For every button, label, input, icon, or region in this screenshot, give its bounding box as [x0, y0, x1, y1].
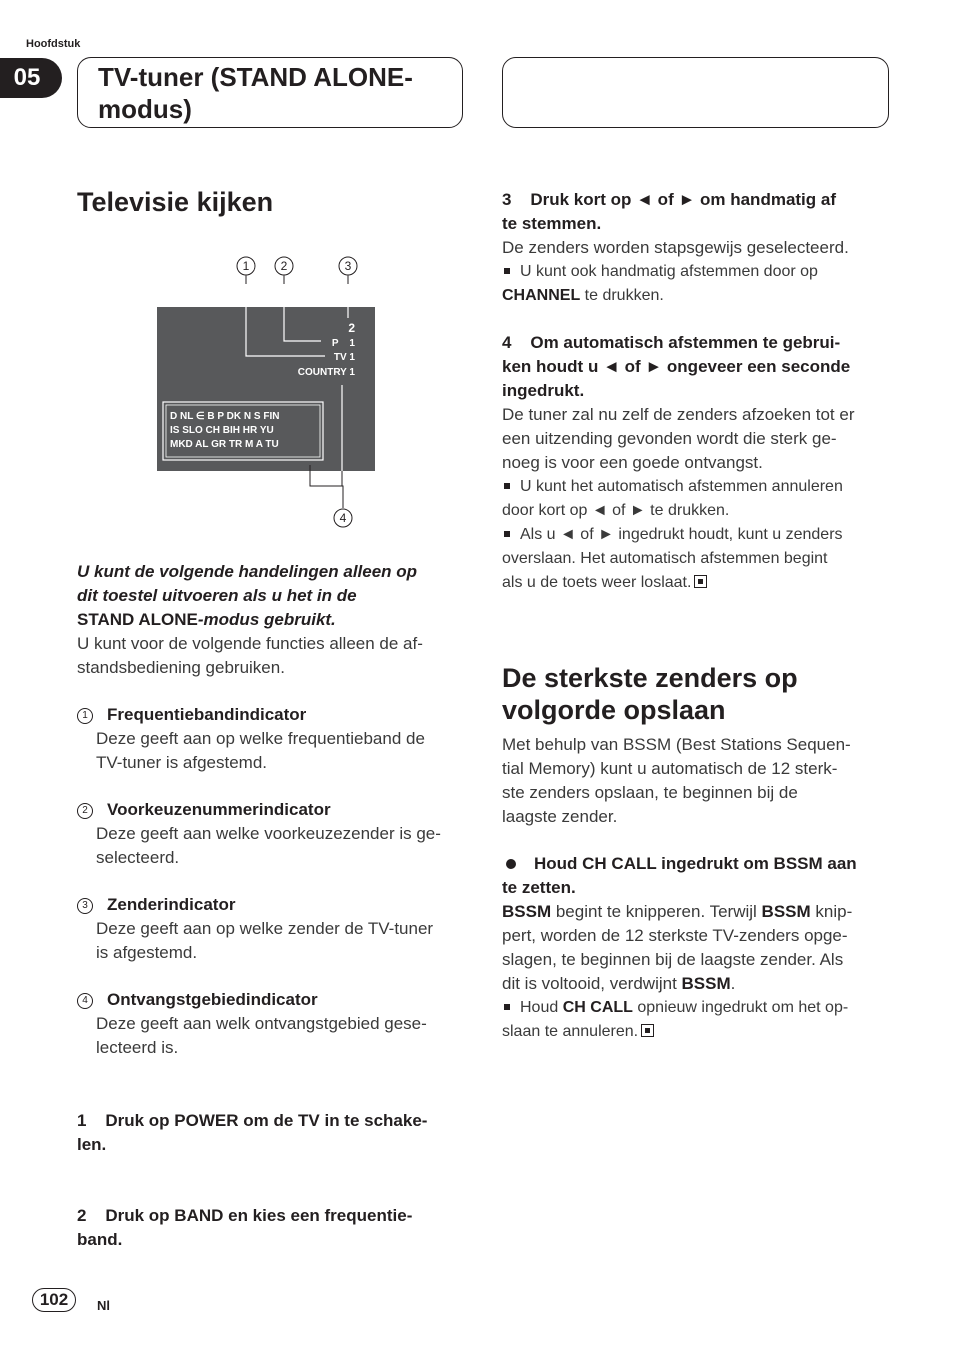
bullet-dot-icon — [506, 859, 516, 869]
step-1-line2: len. — [77, 1135, 107, 1154]
bssm-cancel-bullet — [502, 996, 894, 1044]
step-3-line2: te stemmen. — [502, 214, 602, 233]
note-bold-line1: kunt de volgende handelingen alleen op — [89, 562, 418, 581]
item-4-title: Ontvangstgebiedindicator — [107, 990, 318, 1009]
country-line-3: MKD AL GR TR M A TU — [170, 439, 279, 450]
item-3-desc-line1: Deze geeft aan op welke zender de TV-tuner — [96, 919, 434, 938]
display-line-2: 2 — [348, 321, 355, 335]
bssm-label-1: BSSM — [502, 902, 552, 921]
callout-4 — [334, 509, 352, 527]
section-heading-bssm-line2: volgorde opslaan — [502, 695, 726, 725]
country-line-2: IS SLO CH BIH HR YU — [170, 425, 274, 436]
step-4-text-line2: een uitzending gevonden wordt die sterk ge- — [502, 429, 837, 448]
end-mark-icon — [641, 1024, 654, 1037]
chapter-title-line2: modus) — [98, 94, 192, 124]
callout-1-label: 1 — [242, 259, 250, 273]
step-3-line1: 3 Druk kort op ◄ of ► om handmatig af — [502, 190, 837, 209]
item-2-number: 2 — [77, 803, 93, 819]
bssm-intro-line2: tial Memory) kunt u automatisch de 12 sterk- — [502, 759, 838, 778]
chapter-number-tab: 05 — [0, 58, 62, 98]
callout-3-label: 3 — [344, 259, 352, 273]
step-2 — [77, 1180, 467, 1252]
bssm-text-6: . — [730, 974, 736, 993]
indicator-item-2 — [77, 798, 467, 870]
indicator-item-3 — [77, 893, 467, 965]
item-2-title: Voorkeuzenummerindicator — [107, 800, 331, 819]
bssm-cancel-a: Houd — [520, 999, 563, 1016]
section-heading-bssm — [502, 662, 894, 726]
step-3 — [502, 188, 894, 236]
note-bold-line2: dit toestel uitvoeren als u het in de — [77, 586, 357, 605]
callout-4-label: 4 — [339, 511, 347, 525]
bssm-intro-line3: ste zenders opslaan, te beginnen bij de — [502, 783, 798, 802]
language-code: Nl — [97, 1298, 110, 1313]
item-4-number: 4 — [77, 993, 93, 1009]
note-text-line1: U kunt voor de volgende functies alleen de af- — [77, 634, 423, 653]
bssm-description — [502, 900, 894, 996]
step-4 — [502, 331, 894, 403]
bssm-label-3: BSSM — [681, 974, 731, 993]
step-4-line1: 4 Om automatisch afstemmen te gebrui- — [502, 333, 841, 352]
bssm-text-5: dit is voltooid, verdwijnt — [502, 974, 682, 993]
bullet-square-icon — [504, 1004, 510, 1010]
step-2-line1: 2 Druk op BAND en kies een frequentie- — [77, 1206, 413, 1225]
step-3-text: De zenders worden stapsgewijs geselecteerd. — [502, 238, 849, 257]
section-heading-televisie: Televisie kijken — [77, 187, 274, 217]
note-bold — [77, 560, 467, 632]
country-line-1: D NL ∈ B P DK N S FIN — [170, 411, 280, 422]
step-4-bullet-2-line3: als u de toets weer loslaat. — [502, 574, 692, 591]
indicator-item-1 — [77, 703, 467, 775]
bullet-square-icon — [504, 268, 510, 274]
note-bold-stand-alone: STAND ALONE — [77, 610, 198, 629]
display-line-preset: P 1 — [331, 338, 355, 349]
item-3-number: 3 — [77, 898, 93, 914]
bssm-cancel-b: opnieuw ingedrukt om het op- — [632, 999, 849, 1016]
item-3-desc-line2: is afgestemd. — [96, 943, 198, 962]
bssm-text-3: pert, worden de 12 sterkste TV-zenders opge- — [502, 926, 848, 945]
right-column-text — [502, 188, 894, 595]
step-1-line1: 1 Druk op POWER om de TV in te schake- — [77, 1111, 428, 1130]
bssm-step-line1: Houd CH CALL ingedrukt om BSSM aan — [534, 854, 857, 873]
display-line-band: TV 1 — [333, 352, 355, 363]
step-4-line2: ken houdt u ◄ of ► ongeveer een seconde — [502, 357, 851, 376]
bssm-cancel-c: slaan te annuleren. — [502, 1023, 639, 1040]
indicator-item-4 — [77, 988, 467, 1060]
step-4-bullet-1 — [502, 475, 894, 523]
callout-2 — [275, 257, 293, 275]
note-text — [77, 632, 467, 680]
callout-2-label: 2 — [280, 259, 288, 273]
bssm-intro — [502, 733, 894, 829]
step-4-bullet-2-line2: overslaan. Het automatisch afstemmen begint — [502, 550, 828, 567]
bullet-square-icon — [504, 531, 510, 537]
item-1-number: 1 — [77, 708, 93, 724]
bssm-label-2: BSSM — [761, 902, 811, 921]
bssm-text-4: slagen, te beginnen bij de laagste zender. Als — [502, 950, 844, 969]
step-4-line3: ingedrukt. — [502, 381, 585, 400]
step-4-bullet-2 — [502, 523, 894, 595]
display-line-country: COUNTRY 1 — [297, 367, 355, 378]
bssm-step — [502, 852, 894, 900]
tv-display-diagram — [150, 250, 390, 540]
item-1-title: Frequentiebandindicator — [107, 705, 307, 724]
note-bold-line3: -modus gebruikt. — [197, 610, 336, 629]
bssm-cancel-ch-call: CH CALL — [562, 999, 633, 1016]
note-text-line2: standsbediening gebruiken. — [77, 658, 285, 677]
bullet-square-icon — [504, 483, 510, 489]
bssm-intro-line4: laagste zender. — [502, 807, 618, 826]
bssm-text-1: begint te knipperen. Terwijl — [551, 902, 762, 921]
step-4-text-line1: De tuner zal nu zelf de zenders afzoeken tot er — [502, 405, 855, 424]
chapter-label: Hoofdstuk — [26, 38, 81, 50]
item-4-desc-line1: Deze geeft aan welk ontvangstgebied gese- — [96, 1014, 427, 1033]
chapter-box-empty — [502, 57, 889, 128]
step-3-bullet-channel: CHANNEL — [502, 287, 581, 304]
step-4-text — [502, 403, 894, 475]
bssm-section-text — [502, 733, 894, 1044]
step-4-bullet-1-line2: door kort op ◄ of ► te drukken. — [502, 502, 730, 519]
step-4-bullet-2-line1: Als u ◄ of ► ingedrukt houdt, kunt u zenders — [520, 526, 843, 543]
step-4-text-line3: noeg is voor een goede ontvangst. — [502, 453, 763, 472]
item-1-desc-line2: TV-tuner is afgestemd. — [96, 753, 268, 772]
step-3-bullet-tail: te drukken. — [580, 287, 664, 304]
item-2-desc-line2: selecteerd. — [96, 848, 180, 867]
step-3-bullet-line1: U kunt ook handmatig afstemmen door op — [520, 263, 818, 280]
step-4-bullet-1-line1: U kunt het automatisch afstemmen annuleren — [520, 478, 843, 495]
note-u: U — [77, 562, 90, 581]
callout-1 — [237, 257, 255, 275]
item-3-title: Zenderindicator — [107, 895, 236, 914]
bssm-step-line2: te zetten. — [502, 878, 576, 897]
bssm-text-2: knip- — [810, 902, 853, 921]
item-1-desc-line1: Deze geeft aan op welke frequentieband de — [96, 729, 425, 748]
page-number: 102 — [32, 1288, 76, 1312]
section-heading-bssm-line1: De sterkste zenders op — [502, 663, 798, 693]
callout-3 — [339, 257, 357, 275]
step-2-line2: band. — [77, 1230, 123, 1249]
item-2-desc-line1: Deze geeft aan welke voorkeuzezender is ge- — [96, 824, 441, 843]
step-1 — [77, 1085, 467, 1157]
left-column-text — [77, 560, 467, 1252]
bssm-intro-line1: Met behulp van BSSM (Best Stations Sequen- — [502, 735, 851, 754]
chapter-title-box — [77, 57, 463, 128]
step-3-bullet — [502, 260, 894, 308]
item-4-desc-line2: lecteerd is. — [96, 1038, 179, 1057]
end-mark-icon — [694, 575, 707, 588]
chapter-title-line1: TV-tuner (STAND ALONE- — [98, 62, 413, 92]
